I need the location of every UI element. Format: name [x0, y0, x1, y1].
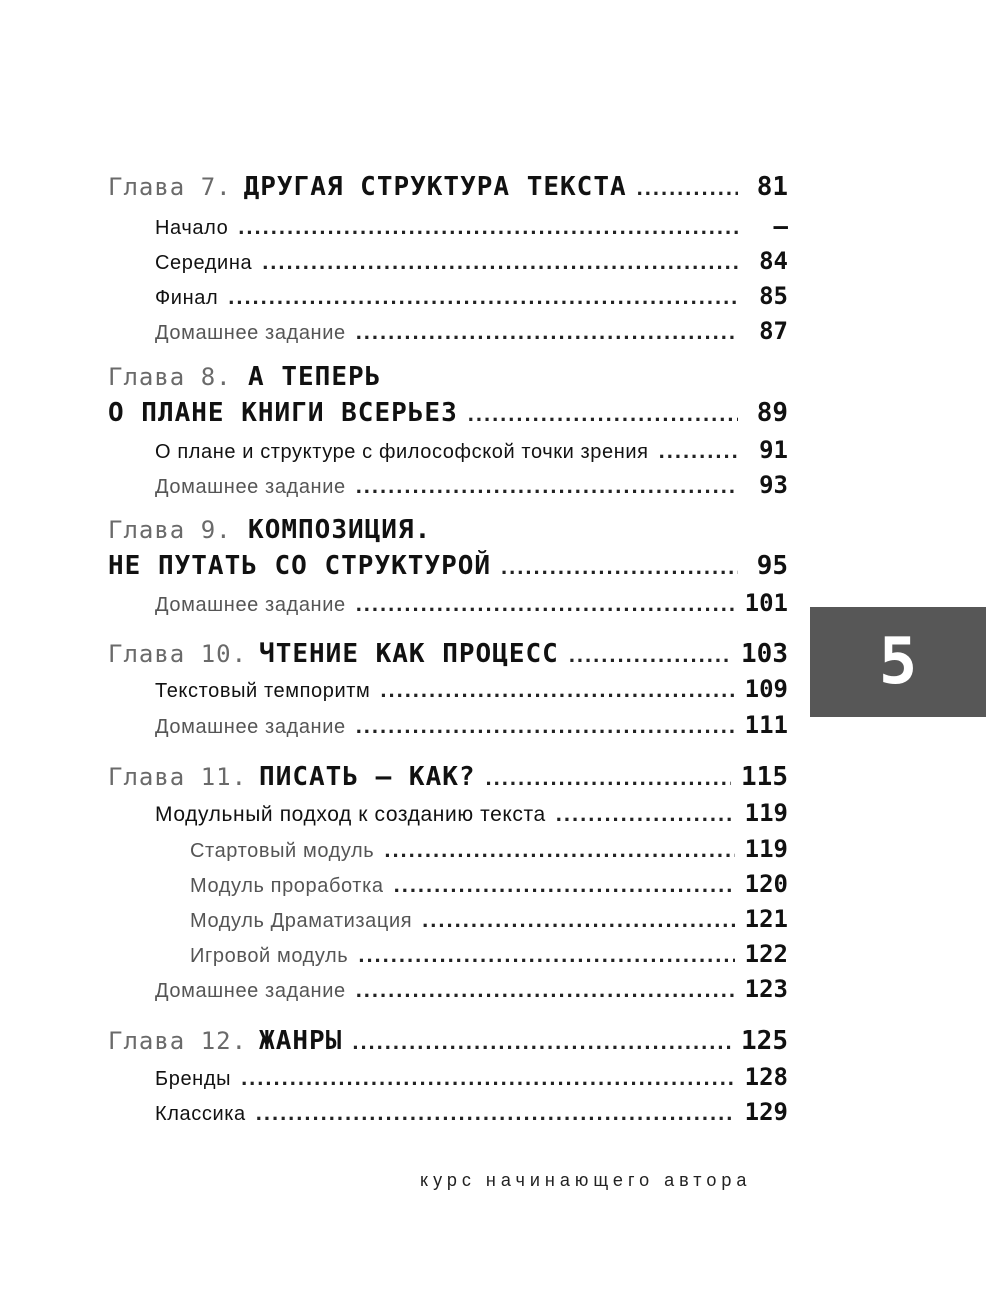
- entry-title: Середина: [155, 252, 253, 274]
- entry-title: О плане и структуре с философской точки зрения: [155, 441, 649, 463]
- toc-entry[interactable]: [155, 589, 788, 617]
- chapter-label: Глава 10.: [108, 640, 248, 668]
- page-number: 103: [741, 639, 788, 669]
- entry-title: Финал: [155, 287, 219, 309]
- entry-title: Текстовый темпоритм: [155, 680, 371, 702]
- dot-leader: [228, 286, 738, 308]
- entry-title: Модульный подход к созданию текста: [155, 803, 546, 826]
- page-number: 111: [744, 711, 788, 739]
- chapter-title: О ПЛАНЕ КНИГИ ВСЕРЬЕЗ: [108, 398, 458, 428]
- page-number: 91: [759, 436, 788, 464]
- toc-chapter-12[interactable]: [108, 1026, 788, 1056]
- toc-chapter-7[interactable]: [108, 172, 788, 202]
- entry-title: Модуль проработка: [190, 875, 384, 897]
- toc-entry[interactable]: [155, 436, 788, 464]
- toc-entry[interactable]: [155, 975, 788, 1003]
- toc-entry[interactable]: [155, 282, 788, 310]
- dot-leader: [486, 767, 731, 789]
- chapter-label: Глава 12.: [108, 1027, 248, 1055]
- chapter-title: НЕ ПУТАТЬ СО СТРУКТУРОЙ: [108, 551, 492, 581]
- dot-leader: [356, 715, 735, 737]
- toc-chapter-10[interactable]: [108, 639, 788, 669]
- dot-leader: [569, 644, 731, 666]
- entry-title: Домашнее задание: [155, 594, 346, 616]
- chapter-title: ПИСАТЬ — КАК?: [259, 762, 476, 792]
- toc-chapter-11[interactable]: [108, 762, 788, 792]
- toc-entry[interactable]: [190, 835, 788, 863]
- dot-leader: [394, 874, 735, 896]
- page-number: 109: [744, 675, 788, 703]
- toc-chapter-9-line1[interactable]: [108, 515, 431, 545]
- page-number: 123: [744, 975, 788, 1003]
- dot-leader: [659, 440, 738, 462]
- dot-leader: [501, 556, 738, 578]
- toc-entry[interactable]: [155, 471, 788, 499]
- dot-leader: [358, 944, 734, 966]
- page-number: 129: [744, 1098, 788, 1126]
- dot-leader: [380, 679, 734, 701]
- chapter-title: КОМПОЗИЦИЯ.: [248, 515, 432, 545]
- entry-title: Игровой модуль: [190, 945, 349, 967]
- page-number: 101: [744, 589, 788, 617]
- toc-entry[interactable]: [155, 675, 788, 703]
- entry-title: Начало: [155, 217, 229, 239]
- toc-entry[interactable]: [155, 711, 788, 739]
- chapter-title: ДРУГАЯ СТРУКТУРА ТЕКСТА: [243, 172, 627, 202]
- entry-title: Модуль Драматизация: [190, 910, 413, 932]
- dot-leader: [637, 177, 738, 199]
- dot-leader: [256, 1102, 735, 1124]
- dot-leader: [262, 251, 738, 273]
- section-number: 5: [878, 625, 918, 699]
- entry-title: Домашнее задание: [155, 322, 346, 344]
- dot-leader: [384, 839, 734, 861]
- chapter-label: Глава 11.: [108, 763, 248, 791]
- chapter-title: ЖАНРЫ: [259, 1026, 343, 1056]
- section-tab: [810, 607, 986, 717]
- toc-entry[interactable]: [155, 1063, 788, 1091]
- toc-chapter-8-line1[interactable]: [108, 362, 381, 392]
- chapter-label: Глава 9.: [108, 516, 232, 544]
- page-number: 128: [744, 1063, 788, 1091]
- toc-entry[interactable]: [155, 317, 788, 345]
- dot-leader: [468, 403, 738, 425]
- dot-leader: [356, 979, 735, 1001]
- entry-title: Домашнее задание: [155, 716, 346, 738]
- toc-entry[interactable]: [190, 870, 788, 898]
- dot-leader: [356, 475, 738, 497]
- dot-leader: [556, 803, 735, 825]
- dot-leader: [356, 321, 738, 343]
- dot-leader: [356, 593, 735, 615]
- toc-entry[interactable]: [155, 1098, 788, 1126]
- page-number: 125: [741, 1026, 788, 1056]
- dot-leader: [422, 909, 734, 931]
- page-number: —: [773, 212, 788, 240]
- entry-title: Домашнее задание: [155, 476, 346, 498]
- running-footer: курс начинающего автора: [420, 1170, 752, 1190]
- entry-title: Стартовый модуль: [190, 840, 375, 862]
- entry-title: Бренды: [155, 1068, 232, 1090]
- chapter-title: А ТЕПЕРЬ: [248, 362, 382, 392]
- chapter-label: Глава 7.: [108, 173, 232, 201]
- page-number: 93: [759, 471, 788, 499]
- toc-entry[interactable]: [155, 247, 788, 275]
- toc-entry[interactable]: [190, 905, 788, 933]
- dot-leader: [352, 1031, 731, 1053]
- page-number: 89: [756, 398, 788, 428]
- page-number: 87: [759, 317, 788, 345]
- page-number: 84: [759, 247, 788, 275]
- toc-chapter-8[interactable]: [108, 398, 788, 428]
- page-number: 119: [744, 835, 788, 863]
- entry-title: Домашнее задание: [155, 980, 346, 1002]
- entry-title: Классика: [155, 1103, 246, 1125]
- toc-entry[interactable]: [190, 940, 788, 968]
- toc-entry[interactable]: [155, 799, 788, 827]
- page-number: 115: [741, 762, 788, 792]
- toc-chapter-9[interactable]: [108, 551, 788, 581]
- dot-leader: [238, 216, 738, 238]
- chapter-label: Глава 8.: [108, 363, 232, 391]
- page-number: 122: [744, 940, 788, 968]
- toc-entry[interactable]: [155, 212, 788, 240]
- page-number: 85: [759, 282, 788, 310]
- dot-leader: [241, 1067, 735, 1089]
- page-number: 120: [744, 870, 788, 898]
- page-number: 119: [744, 799, 788, 827]
- chapter-title: ЧТЕНИЕ КАК ПРОЦЕСС: [259, 639, 559, 669]
- page-number: 81: [756, 172, 788, 202]
- page-number: 95: [756, 551, 788, 581]
- page-number: 121: [744, 905, 788, 933]
